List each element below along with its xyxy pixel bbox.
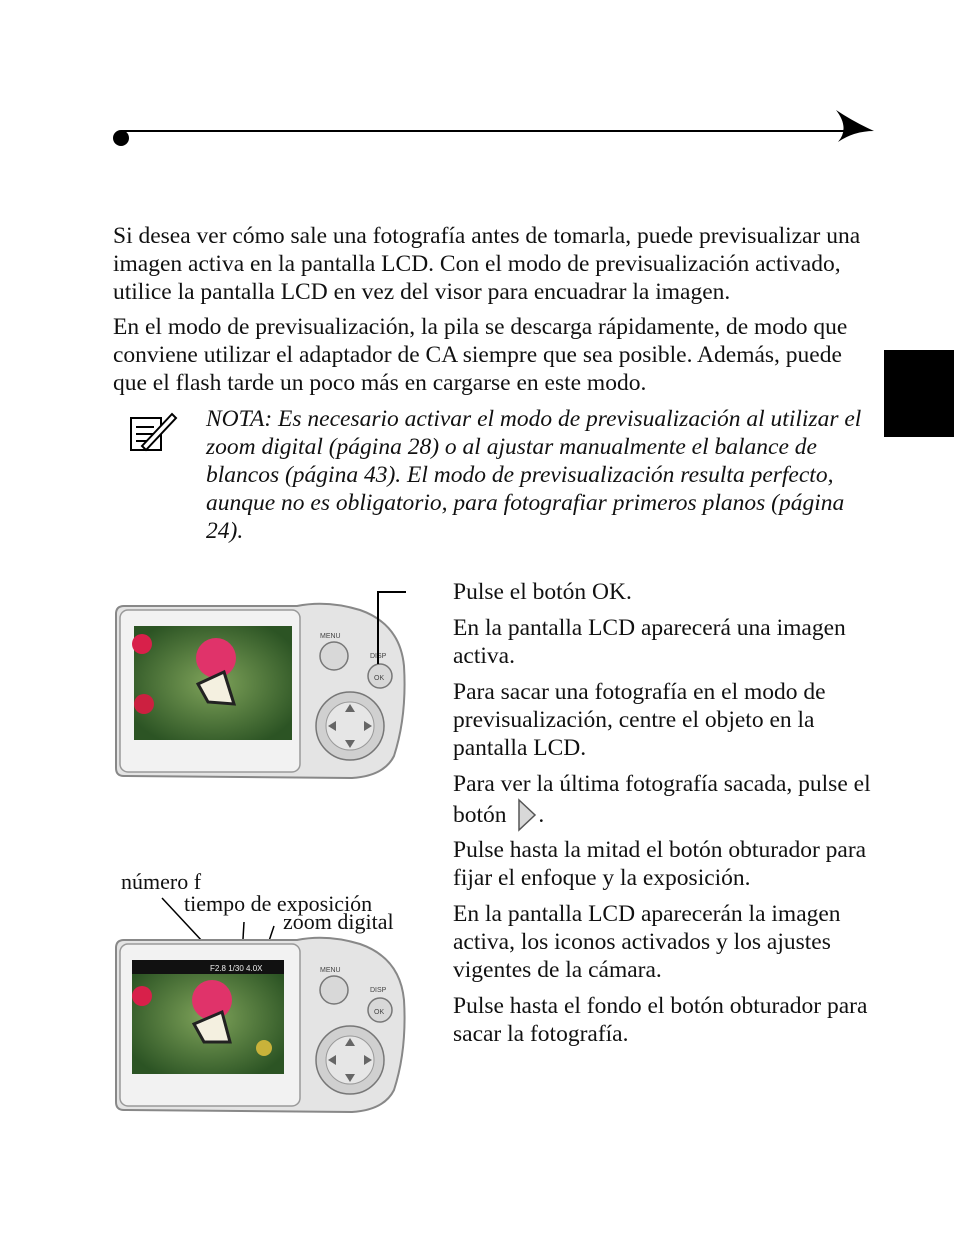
camera-back-figure-2 — [112, 920, 412, 1120]
step-press-ok: Pulse el botón OK. — [453, 579, 632, 605]
svg-text:F2.8 1/30 4.0X: F2.8 1/30 4.0X — [210, 964, 263, 973]
step-half-press: Pulse hasta la mitad el botón obturador para fijar el enfoque y la exposición. — [453, 837, 867, 891]
svg-text:DISP: DISP — [370, 987, 387, 994]
svg-text:MENU: MENU — [320, 633, 341, 640]
step-review-last — [453, 770, 873, 832]
right-arrow-button-icon — [516, 798, 538, 832]
header-rule — [110, 108, 876, 152]
svg-text:OK: OK — [374, 1009, 385, 1016]
section-tab — [884, 350, 954, 437]
battery-paragraph: En el modo de previsualización, la pila se descarga rápidamente, de modo que conviene utilizar el adaptador de CA siempre que sea posible. Además, puede que el flash tarde un poco más en cargarse en este modo. — [113, 314, 848, 396]
step-full-press: Pulse hasta el fondo el botón obturador para sacar la fotografía. — [453, 993, 868, 1047]
label-f-number: número f — [121, 869, 202, 894]
intro-paragraph: Si desea ver cómo sale una fotografía antes de tomarla, puede previsualizar una imagen activa en la pantalla LCD. Con el modo de previsualización activado, utilice la pantalla LCD en vez del visor para encuadrar la imagen. — [113, 223, 861, 305]
ok-callout-line — [370, 588, 410, 668]
step-center-subject: Para sacar una fotografía en el modo de previsualización, centre el objeto en la pantalla LCD. — [453, 679, 826, 761]
step-lcd-settings: En la pantalla LCD aparecerán la imagen activa, los iconos activados y los ajustes vigentes de la cámara. — [453, 901, 841, 983]
camera-back-figure-1 — [112, 586, 412, 786]
note-text: NOTA: Es necesario activar el modo de previsualización al utilizar el zoom digital (página 28) o al ajustar manualmente el balance de blancos (página 43). El modo de previsualización resulta perfecto, aunque no es obligatorio, para fotografiar primeros planos (página 24). — [206, 406, 862, 544]
label-digital-zoom: zoom digital — [283, 909, 394, 934]
label-exposure-time: tiempo de exposición — [184, 891, 373, 916]
svg-text:MENU: MENU — [320, 967, 341, 974]
svg-text:DISP: DISP — [370, 653, 387, 660]
step-review-suffix: . — [538, 802, 545, 828]
step-review-text: Para ver la última fotografía sacada, pulse el botón — [453, 771, 871, 828]
svg-text:OK: OK — [374, 675, 385, 682]
step-live-image: En la pantalla LCD aparecerá una imagen activa. — [453, 615, 846, 669]
note-pencil-icon — [128, 410, 178, 454]
